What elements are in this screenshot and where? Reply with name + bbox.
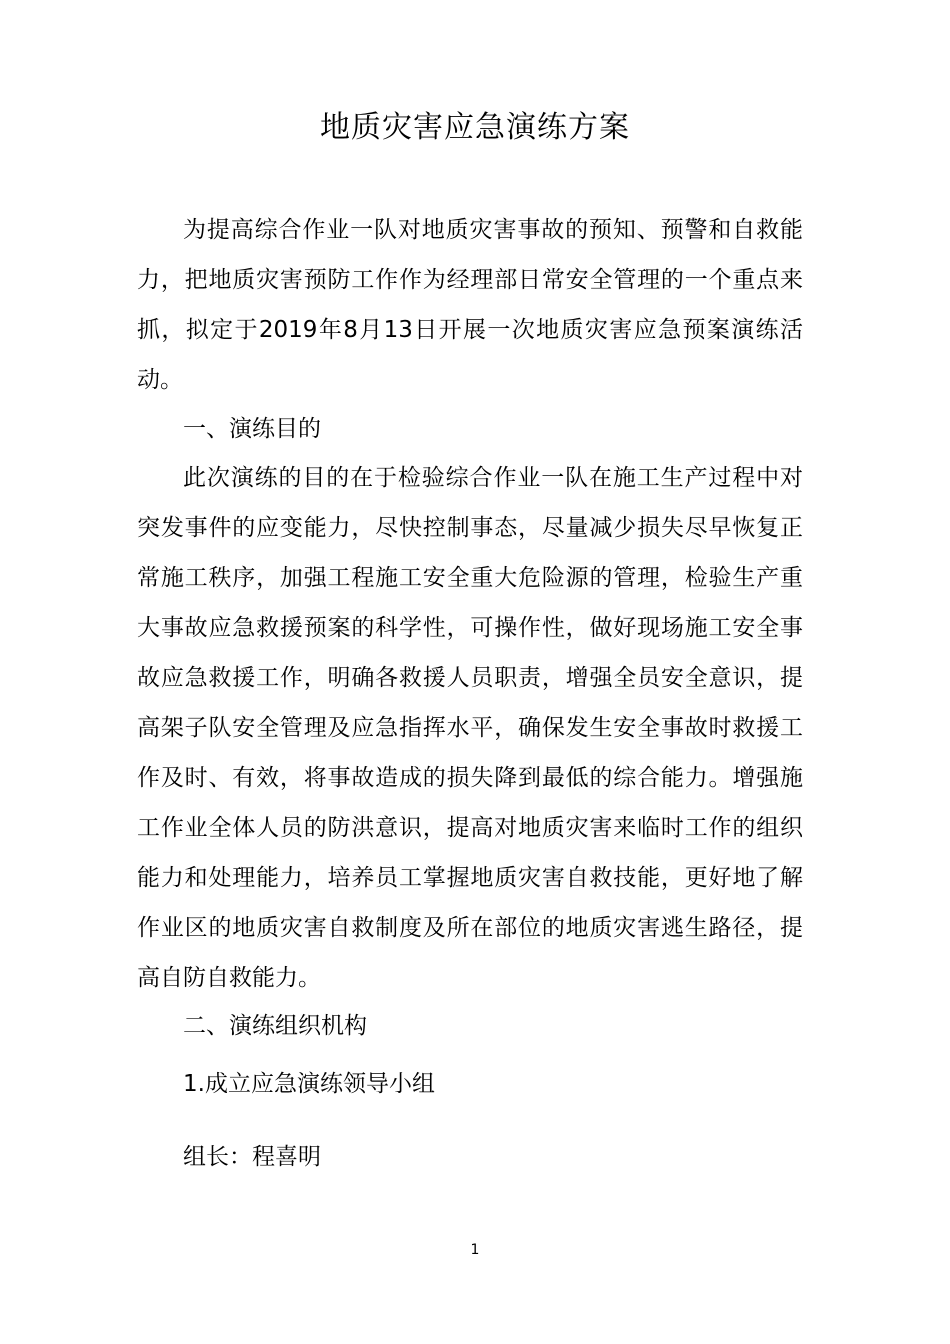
subsection-heading-leadership-group: 1.成立应急演练领导小组 <box>183 1071 435 1097</box>
page-number: 1 <box>470 1242 480 1258</box>
section-heading-purpose: 一、演练目的 <box>183 416 321 442</box>
group-leader-line: 组长：程喜明 <box>183 1144 321 1170</box>
intro-paragraph: 为提高综合作业一队对地质灾害事故的预知、预警和自救能力，把地质灾害预防工作作为经理部日常安全管理的一个重点来抓，拟定于2019年8月13日开展一次地质灾害应急预案演练活动。 <box>137 217 803 393</box>
document-title: 地质灾害应急演练方案 <box>320 110 630 145</box>
purpose-paragraph: 此次演练的目的在于检验综合作业一队在施工生产过程中对突发事件的应变能力，尽快控制事态，尽量减少损失尽早恢复正常施工秩序，加强工程施工安全重大危险源的管理，检验生产重大事故应急救援预案的科学性，可操作性，做好现场施工安全事故应急救援工作，明确各救援人员职责，增强全员安全意识，提高架子队安全管理及应急指挥水平，确保发生安全事故时救援工作及时、有效，将事故造成的损失降到最低的综合能力。增强施工作业全体人员的防洪意识，提高对地质灾害来临时工作的组织能力和处理能力，培养员工掌握地质灾害自救技能，更好地了解作业区的地质灾害自救制度及所在部位的地质灾害逃生路径，提高自防自救能力。 <box>137 465 803 991</box>
section-heading-organization: 二、演练组织机构 <box>183 1013 367 1039</box>
